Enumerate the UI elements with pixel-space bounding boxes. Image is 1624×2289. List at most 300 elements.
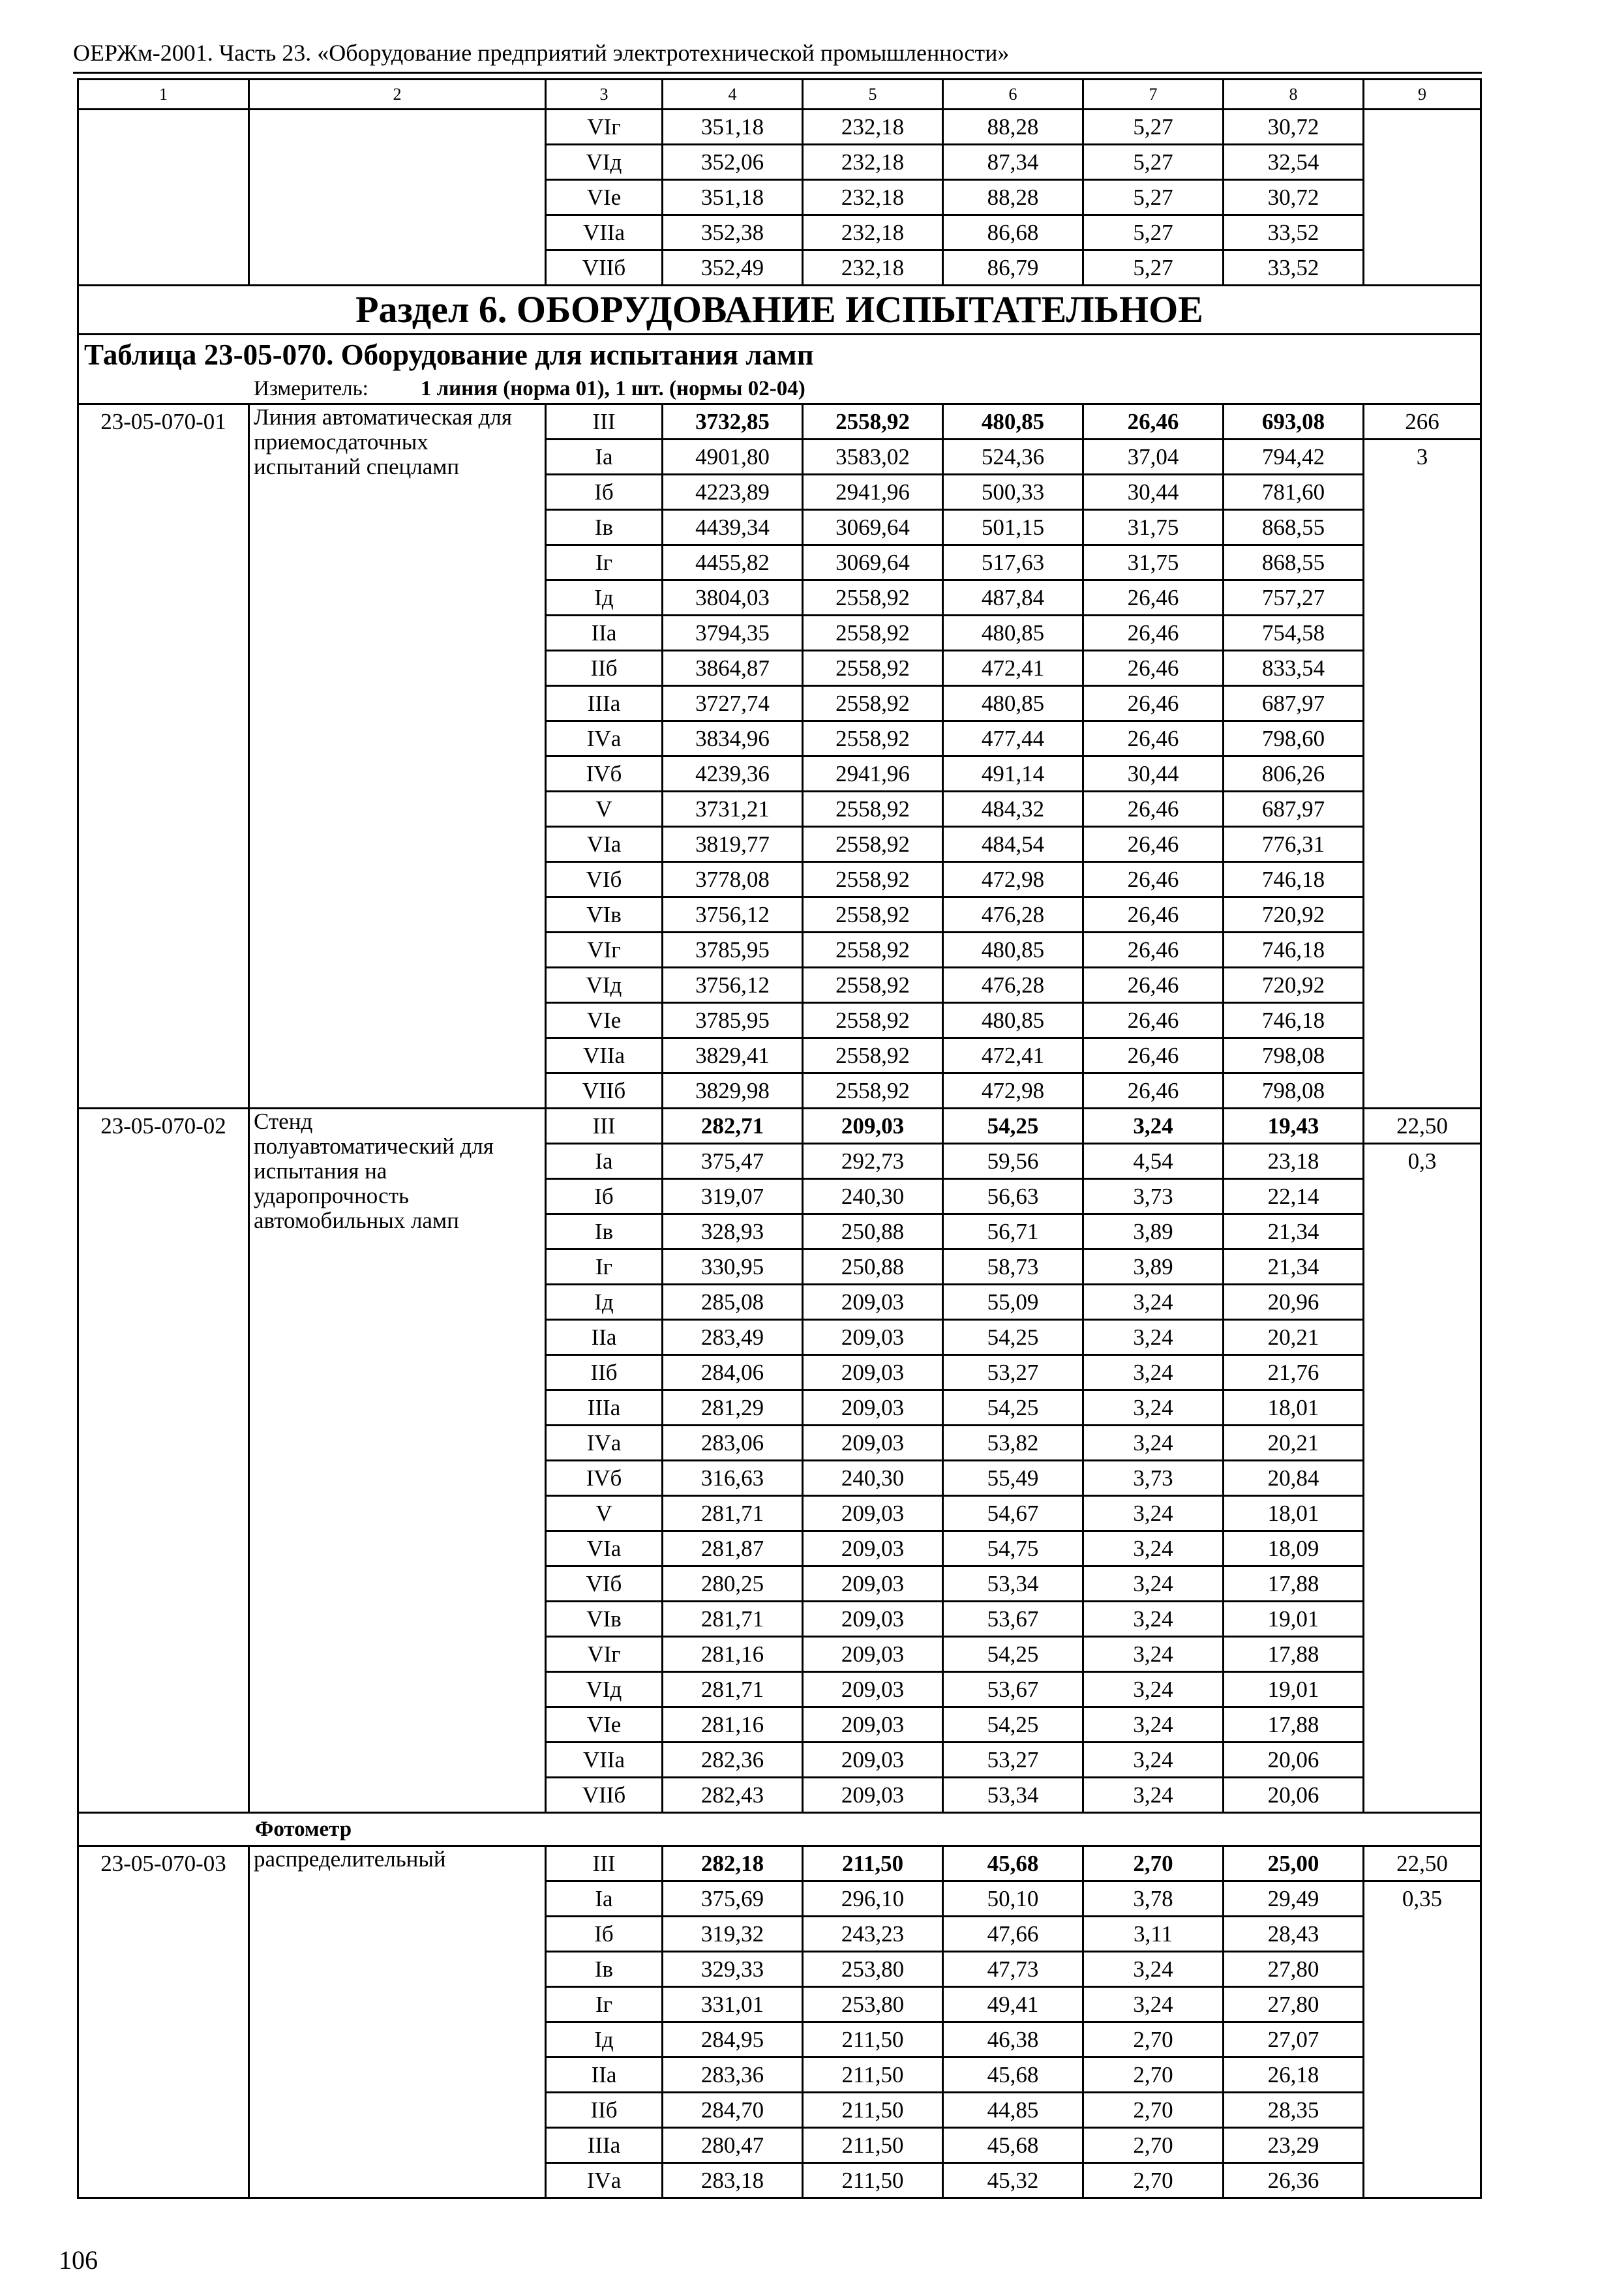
value-cell: 868,55 bbox=[1224, 510, 1364, 545]
value-cell: 53,67 bbox=[943, 1672, 1083, 1707]
value-cell: 868,55 bbox=[1224, 545, 1364, 580]
value-cell: 484,32 bbox=[943, 792, 1083, 827]
price-zone-cell: Iд bbox=[546, 2022, 663, 2057]
item-name bbox=[249, 1846, 546, 2198]
value-cell: 328,93 bbox=[663, 1214, 803, 1249]
value-cell: 281,71 bbox=[663, 1496, 803, 1531]
price-zone-cell: Iг bbox=[546, 1249, 663, 1285]
value-cell: 26,18 bbox=[1224, 2057, 1364, 2093]
price-zone-cell: Iг bbox=[546, 1987, 663, 2022]
item-name-line: испытаний спецламп bbox=[254, 454, 460, 479]
value-cell: 211,50 bbox=[803, 2093, 943, 2128]
value-cell: 3732,85 bbox=[663, 404, 803, 440]
value-cell: 26,46 bbox=[1083, 792, 1224, 827]
value-cell: 2558,92 bbox=[803, 968, 943, 1003]
column-number-cell: 8 bbox=[1224, 80, 1364, 110]
value-cell: 798,60 bbox=[1224, 721, 1364, 756]
value-cell: 351,18 bbox=[663, 110, 803, 145]
value-cell: 2558,92 bbox=[803, 1003, 943, 1038]
table-row bbox=[78, 1109, 1481, 1144]
price-zone-cell: VIб bbox=[546, 1566, 663, 1602]
price-zone-cell: VIб bbox=[546, 862, 663, 897]
price-zone-cell: Iд bbox=[546, 1285, 663, 1320]
price-zone-cell: VIIб bbox=[546, 1778, 663, 1813]
value-cell: 2558,92 bbox=[803, 651, 943, 686]
price-zone-cell: VIе bbox=[546, 180, 663, 215]
value-cell: 4,54 bbox=[1083, 1144, 1224, 1179]
price-zone-cell: IVа bbox=[546, 2163, 663, 2198]
value-cell: 54,25 bbox=[943, 1390, 1083, 1426]
price-zone-cell: VIд bbox=[546, 1672, 663, 1707]
value-cell: 4223,89 bbox=[663, 475, 803, 510]
item-name-line: Стенд bbox=[254, 1109, 313, 1134]
price-zone-cell: Iа bbox=[546, 440, 663, 475]
value-cell: 3,24 bbox=[1083, 1355, 1224, 1390]
extra-value-cell: 3 bbox=[1364, 440, 1481, 1109]
value-cell: 21,34 bbox=[1224, 1214, 1364, 1249]
price-zone-cell: IVб bbox=[546, 1461, 663, 1496]
value-cell: 3731,21 bbox=[663, 792, 803, 827]
column-number-cell: 6 bbox=[943, 80, 1083, 110]
value-cell: 211,50 bbox=[803, 2057, 943, 2093]
column-number-cell: 1 bbox=[78, 80, 249, 110]
value-cell: 53,27 bbox=[943, 1355, 1083, 1390]
value-cell: 211,50 bbox=[803, 2163, 943, 2198]
value-cell: 3069,64 bbox=[803, 545, 943, 580]
group-title: Фотометр bbox=[78, 1813, 1481, 1846]
price-zone-cell: IIIа bbox=[546, 686, 663, 721]
value-cell: 26,46 bbox=[1083, 721, 1224, 756]
value-cell: 232,18 bbox=[803, 215, 943, 250]
value-cell: 2,70 bbox=[1083, 2128, 1224, 2163]
value-cell: 3,24 bbox=[1083, 1390, 1224, 1426]
price-zone-cell: IIб bbox=[546, 2093, 663, 2128]
carryover-extra-cell bbox=[1364, 110, 1481, 286]
value-cell: 26,46 bbox=[1083, 1073, 1224, 1109]
value-cell: 22,14 bbox=[1224, 1179, 1364, 1214]
price-zone-cell: VIв bbox=[546, 1602, 663, 1637]
price-zone-cell: Iв bbox=[546, 1214, 663, 1249]
value-cell: 17,88 bbox=[1224, 1566, 1364, 1602]
value-cell: 26,46 bbox=[1083, 1038, 1224, 1073]
value-cell: 32,54 bbox=[1224, 145, 1364, 180]
value-cell: 56,63 bbox=[943, 1179, 1083, 1214]
value-cell: 46,38 bbox=[943, 2022, 1083, 2057]
value-cell: 2558,92 bbox=[803, 933, 943, 968]
table-title: Таблица 23-05-070. Оборудование для испытания ламп bbox=[84, 338, 814, 371]
value-cell: 491,14 bbox=[943, 756, 1083, 792]
value-cell: 211,50 bbox=[803, 1846, 943, 1881]
value-cell: 28,35 bbox=[1224, 2093, 1364, 2128]
value-cell: 232,18 bbox=[803, 250, 943, 286]
value-cell: 3794,35 bbox=[663, 616, 803, 651]
price-zone-cell: IVа bbox=[546, 721, 663, 756]
value-cell: 798,08 bbox=[1224, 1038, 1364, 1073]
value-cell: 21,76 bbox=[1224, 1355, 1364, 1390]
value-cell: 282,18 bbox=[663, 1846, 803, 1881]
price-zone-cell: III bbox=[546, 1109, 663, 1144]
value-cell: 2558,92 bbox=[803, 404, 943, 440]
value-cell: 472,41 bbox=[943, 651, 1083, 686]
price-zone-cell: VIг bbox=[546, 110, 663, 145]
price-zone-cell: VIа bbox=[546, 1531, 663, 1566]
value-cell: 352,49 bbox=[663, 250, 803, 286]
value-cell: 28,43 bbox=[1224, 1917, 1364, 1952]
value-cell: 480,85 bbox=[943, 686, 1083, 721]
value-cell: 375,69 bbox=[663, 1881, 803, 1917]
value-cell: 720,92 bbox=[1224, 968, 1364, 1003]
item-code: 23-05-070-01 bbox=[78, 404, 249, 1109]
value-cell: 30,44 bbox=[1083, 756, 1224, 792]
value-cell: 285,08 bbox=[663, 1285, 803, 1320]
value-cell: 501,15 bbox=[943, 510, 1083, 545]
value-cell: 319,07 bbox=[663, 1179, 803, 1214]
value-cell: 3,89 bbox=[1083, 1214, 1224, 1249]
price-zone-cell: VIг bbox=[546, 933, 663, 968]
price-zone-cell: Iб bbox=[546, 1179, 663, 1214]
item-name bbox=[249, 1109, 546, 1813]
value-cell: 26,46 bbox=[1083, 404, 1224, 440]
value-cell: 2558,92 bbox=[803, 897, 943, 933]
value-cell: 472,41 bbox=[943, 1038, 1083, 1073]
table-title-cell bbox=[78, 335, 1481, 404]
price-zone-cell: Iа bbox=[546, 1144, 663, 1179]
value-cell: 30,44 bbox=[1083, 475, 1224, 510]
value-cell: 20,84 bbox=[1224, 1461, 1364, 1496]
value-cell: 25,00 bbox=[1224, 1846, 1364, 1881]
value-cell: 44,85 bbox=[943, 2093, 1083, 2128]
value-cell: 54,25 bbox=[943, 1707, 1083, 1743]
value-cell: 50,10 bbox=[943, 1881, 1083, 1917]
price-zone-cell: IIб bbox=[546, 651, 663, 686]
value-cell: 284,70 bbox=[663, 2093, 803, 2128]
value-cell: 746,18 bbox=[1224, 1003, 1364, 1038]
value-cell: 316,63 bbox=[663, 1461, 803, 1496]
value-cell: 282,71 bbox=[663, 1109, 803, 1144]
value-cell: 2941,96 bbox=[803, 475, 943, 510]
value-cell: 3,24 bbox=[1083, 1707, 1224, 1743]
value-cell: 472,98 bbox=[943, 862, 1083, 897]
value-cell: 3,24 bbox=[1083, 1320, 1224, 1355]
value-cell: 19,01 bbox=[1224, 1672, 1364, 1707]
value-cell: 30,72 bbox=[1224, 110, 1364, 145]
value-cell: 53,82 bbox=[943, 1426, 1083, 1461]
value-cell: 4439,34 bbox=[663, 510, 803, 545]
value-cell: 37,04 bbox=[1083, 440, 1224, 475]
value-cell: 20,96 bbox=[1224, 1285, 1364, 1320]
price-zone-cell: VIIа bbox=[546, 1743, 663, 1778]
value-cell: 500,33 bbox=[943, 475, 1083, 510]
value-cell: 26,46 bbox=[1083, 862, 1224, 897]
value-cell: 3,73 bbox=[1083, 1179, 1224, 1214]
item-name-line: ударопрочность bbox=[254, 1183, 409, 1208]
value-cell: 209,03 bbox=[803, 1355, 943, 1390]
section-row bbox=[78, 286, 1481, 335]
value-cell: 687,97 bbox=[1224, 686, 1364, 721]
value-cell: 19,01 bbox=[1224, 1602, 1364, 1637]
value-cell: 18,01 bbox=[1224, 1496, 1364, 1531]
value-cell: 281,87 bbox=[663, 1531, 803, 1566]
rates-table bbox=[77, 78, 1482, 2199]
item-name-line: приемосдаточных bbox=[254, 429, 429, 455]
value-cell: 746,18 bbox=[1224, 862, 1364, 897]
value-cell: 3583,02 bbox=[803, 440, 943, 475]
value-cell: 18,01 bbox=[1224, 1390, 1364, 1426]
value-cell: 54,25 bbox=[943, 1109, 1083, 1144]
value-cell: 86,79 bbox=[943, 250, 1083, 286]
value-cell: 20,21 bbox=[1224, 1426, 1364, 1461]
value-cell: 211,50 bbox=[803, 2128, 943, 2163]
value-cell: 4901,80 bbox=[663, 440, 803, 475]
value-cell: 3829,41 bbox=[663, 1038, 803, 1073]
value-cell: 2558,92 bbox=[803, 1038, 943, 1073]
value-cell: 45,68 bbox=[943, 2057, 1083, 2093]
value-cell: 19,43 bbox=[1224, 1109, 1364, 1144]
value-cell: 26,46 bbox=[1083, 1003, 1224, 1038]
item-name-line: испытания на bbox=[254, 1158, 387, 1184]
value-cell: 292,73 bbox=[803, 1144, 943, 1179]
value-cell: 30,72 bbox=[1224, 180, 1364, 215]
value-cell: 3,24 bbox=[1083, 1566, 1224, 1602]
value-cell: 31,75 bbox=[1083, 545, 1224, 580]
value-cell: 53,34 bbox=[943, 1566, 1083, 1602]
item-name-line: распределительный bbox=[254, 1846, 446, 1872]
value-cell: 54,25 bbox=[943, 1637, 1083, 1672]
price-zone-cell: VIд bbox=[546, 968, 663, 1003]
value-cell: 26,46 bbox=[1083, 686, 1224, 721]
value-cell: 2558,92 bbox=[803, 792, 943, 827]
value-cell: 33,52 bbox=[1224, 215, 1364, 250]
column-number-cell: 5 bbox=[803, 80, 943, 110]
value-cell: 3,89 bbox=[1083, 1249, 1224, 1285]
value-cell: 88,28 bbox=[943, 180, 1083, 215]
item-name-line: автомобильных ламп bbox=[254, 1208, 459, 1233]
value-cell: 23,18 bbox=[1224, 1144, 1364, 1179]
value-cell: 3,24 bbox=[1083, 1778, 1224, 1813]
value-cell: 2941,96 bbox=[803, 756, 943, 792]
price-zone-cell: IVа bbox=[546, 1426, 663, 1461]
price-zone-cell: IIIа bbox=[546, 1390, 663, 1426]
value-cell: 26,46 bbox=[1083, 580, 1224, 616]
value-cell: 2558,92 bbox=[803, 616, 943, 651]
value-cell: 798,08 bbox=[1224, 1073, 1364, 1109]
value-cell: 720,92 bbox=[1224, 897, 1364, 933]
value-cell: 487,84 bbox=[943, 580, 1083, 616]
extra-value-cell: 22,50 bbox=[1364, 1846, 1481, 1881]
value-cell: 3,24 bbox=[1083, 1743, 1224, 1778]
value-cell: 2,70 bbox=[1083, 1846, 1224, 1881]
value-cell: 281,16 bbox=[663, 1707, 803, 1743]
value-cell: 250,88 bbox=[803, 1214, 943, 1249]
value-cell: 781,60 bbox=[1224, 475, 1364, 510]
value-cell: 209,03 bbox=[803, 1637, 943, 1672]
value-cell: 3756,12 bbox=[663, 897, 803, 933]
column-number-cell: 9 bbox=[1364, 80, 1481, 110]
value-cell: 3,24 bbox=[1083, 1531, 1224, 1566]
value-cell: 209,03 bbox=[803, 1320, 943, 1355]
price-zone-cell: VIIб bbox=[546, 1073, 663, 1109]
item-code: 23-05-070-03 bbox=[78, 1846, 249, 2198]
price-zone-cell: Iб bbox=[546, 1917, 663, 1952]
value-cell: 284,06 bbox=[663, 1355, 803, 1390]
value-cell: 54,75 bbox=[943, 1531, 1083, 1566]
value-cell: 5,27 bbox=[1083, 250, 1224, 286]
price-zone-cell: V bbox=[546, 792, 663, 827]
value-cell: 319,32 bbox=[663, 1917, 803, 1952]
value-cell: 476,28 bbox=[943, 897, 1083, 933]
value-cell: 480,85 bbox=[943, 616, 1083, 651]
value-cell: 281,16 bbox=[663, 1637, 803, 1672]
value-cell: 3,73 bbox=[1083, 1461, 1224, 1496]
value-cell: 3069,64 bbox=[803, 510, 943, 545]
value-cell: 253,80 bbox=[803, 1987, 943, 2022]
value-cell: 209,03 bbox=[803, 1285, 943, 1320]
value-cell: 776,31 bbox=[1224, 827, 1364, 862]
value-cell: 472,98 bbox=[943, 1073, 1083, 1109]
value-cell: 283,18 bbox=[663, 2163, 803, 2198]
value-cell: 2558,92 bbox=[803, 686, 943, 721]
value-cell: 281,71 bbox=[663, 1672, 803, 1707]
value-cell: 352,38 bbox=[663, 215, 803, 250]
value-cell: 329,33 bbox=[663, 1952, 803, 1987]
price-zone-cell: VIе bbox=[546, 1003, 663, 1038]
value-cell: 3804,03 bbox=[663, 580, 803, 616]
value-cell: 33,52 bbox=[1224, 250, 1364, 286]
value-cell: 55,49 bbox=[943, 1461, 1083, 1496]
carryover-code-cell bbox=[78, 110, 249, 286]
value-cell: 209,03 bbox=[803, 1109, 943, 1144]
value-cell: 484,54 bbox=[943, 827, 1083, 862]
value-cell: 2558,92 bbox=[803, 721, 943, 756]
price-zone-cell: VIIа bbox=[546, 1038, 663, 1073]
item-name-line: Линия автоматическая для bbox=[254, 404, 512, 430]
page-number: 106 bbox=[59, 2245, 98, 2275]
price-zone-cell: IIб bbox=[546, 1355, 663, 1390]
price-zone-cell: IVб bbox=[546, 756, 663, 792]
value-cell: 3,24 bbox=[1083, 1637, 1224, 1672]
value-cell: 5,27 bbox=[1083, 180, 1224, 215]
measure-line bbox=[84, 374, 1480, 403]
value-cell: 3,24 bbox=[1083, 1285, 1224, 1320]
value-cell: 243,23 bbox=[803, 1917, 943, 1952]
column-number-cell: 7 bbox=[1083, 80, 1224, 110]
value-cell: 280,25 bbox=[663, 1566, 803, 1602]
column-number-cell: 3 bbox=[546, 80, 663, 110]
value-cell: 794,42 bbox=[1224, 440, 1364, 475]
price-zone-cell: IIа bbox=[546, 1320, 663, 1355]
rates-table-body bbox=[78, 80, 1481, 2198]
value-cell: 281,71 bbox=[663, 1602, 803, 1637]
value-cell: 2558,92 bbox=[803, 862, 943, 897]
value-cell: 476,28 bbox=[943, 968, 1083, 1003]
section-title: Раздел 6. ОБОРУДОВАНИЕ ИСПЫТАТЕЛЬНОЕ bbox=[78, 286, 1481, 335]
item-name-line: полуавтоматический для bbox=[254, 1133, 494, 1159]
value-cell: 687,97 bbox=[1224, 792, 1364, 827]
value-cell: 232,18 bbox=[803, 180, 943, 215]
value-cell: 2,70 bbox=[1083, 2057, 1224, 2093]
value-cell: 833,54 bbox=[1224, 651, 1364, 686]
column-number-cell: 4 bbox=[663, 80, 803, 110]
value-cell: 54,67 bbox=[943, 1496, 1083, 1531]
value-cell: 3,24 bbox=[1083, 1987, 1224, 2022]
value-cell: 4455,82 bbox=[663, 545, 803, 580]
value-cell: 3,78 bbox=[1083, 1881, 1224, 1917]
value-cell: 480,85 bbox=[943, 1003, 1083, 1038]
value-cell: 282,43 bbox=[663, 1778, 803, 1813]
value-cell: 21,34 bbox=[1224, 1249, 1364, 1285]
value-cell: 27,80 bbox=[1224, 1987, 1364, 2022]
value-cell: 23,29 bbox=[1224, 2128, 1364, 2163]
value-cell: 29,49 bbox=[1224, 1881, 1364, 1917]
value-cell: 330,95 bbox=[663, 1249, 803, 1285]
value-cell: 754,58 bbox=[1224, 616, 1364, 651]
value-cell: 17,88 bbox=[1224, 1707, 1364, 1743]
header-rule bbox=[73, 72, 1482, 74]
price-zone-cell: VIIб bbox=[546, 250, 663, 286]
value-cell: 2,70 bbox=[1083, 2022, 1224, 2057]
value-cell: 806,26 bbox=[1224, 756, 1364, 792]
value-cell: 5,27 bbox=[1083, 145, 1224, 180]
value-cell: 283,36 bbox=[663, 2057, 803, 2093]
value-cell: 209,03 bbox=[803, 1390, 943, 1426]
price-zone-cell: VIа bbox=[546, 827, 663, 862]
value-cell: 757,27 bbox=[1224, 580, 1364, 616]
item-name bbox=[249, 404, 546, 1109]
value-cell: 209,03 bbox=[803, 1778, 943, 1813]
value-cell: 59,56 bbox=[943, 1144, 1083, 1179]
price-zone-cell: IIа bbox=[546, 2057, 663, 2093]
value-cell: 3778,08 bbox=[663, 862, 803, 897]
table-row bbox=[78, 404, 1481, 440]
value-cell: 209,03 bbox=[803, 1496, 943, 1531]
value-cell: 2558,92 bbox=[803, 827, 943, 862]
value-cell: 49,41 bbox=[943, 1987, 1083, 2022]
value-cell: 26,46 bbox=[1083, 968, 1224, 1003]
price-zone-cell: VIд bbox=[546, 145, 663, 180]
price-zone-cell: Iа bbox=[546, 1881, 663, 1917]
value-cell: 3,24 bbox=[1083, 1672, 1224, 1707]
value-cell: 3,24 bbox=[1083, 1109, 1224, 1144]
value-cell: 480,85 bbox=[943, 404, 1083, 440]
value-cell: 351,18 bbox=[663, 180, 803, 215]
extra-value-cell: 22,50 bbox=[1364, 1109, 1481, 1144]
carryover-name-cell bbox=[249, 110, 546, 286]
value-cell: 55,09 bbox=[943, 1285, 1083, 1320]
value-cell: 253,80 bbox=[803, 1952, 943, 1987]
value-cell: 3,24 bbox=[1083, 1952, 1224, 1987]
value-cell: 20,21 bbox=[1224, 1320, 1364, 1355]
value-cell: 47,73 bbox=[943, 1952, 1083, 1987]
value-cell: 209,03 bbox=[803, 1672, 943, 1707]
value-cell: 20,06 bbox=[1224, 1743, 1364, 1778]
price-zone-cell: Iг bbox=[546, 545, 663, 580]
price-zone-cell: Iд bbox=[546, 580, 663, 616]
value-cell: 477,44 bbox=[943, 721, 1083, 756]
value-cell: 5,27 bbox=[1083, 110, 1224, 145]
value-cell: 45,32 bbox=[943, 2163, 1083, 2198]
value-cell: 240,30 bbox=[803, 1461, 943, 1496]
value-cell: 3,24 bbox=[1083, 1426, 1224, 1461]
value-cell: 87,34 bbox=[943, 145, 1083, 180]
value-cell: 58,73 bbox=[943, 1249, 1083, 1285]
value-cell: 20,06 bbox=[1224, 1778, 1364, 1813]
value-cell: 232,18 bbox=[803, 110, 943, 145]
value-cell: 18,09 bbox=[1224, 1531, 1364, 1566]
price-zone-cell: VIIа bbox=[546, 215, 663, 250]
measure-label: Измеритель: bbox=[254, 377, 368, 400]
value-cell: 211,50 bbox=[803, 2022, 943, 2057]
value-cell: 209,03 bbox=[803, 1426, 943, 1461]
